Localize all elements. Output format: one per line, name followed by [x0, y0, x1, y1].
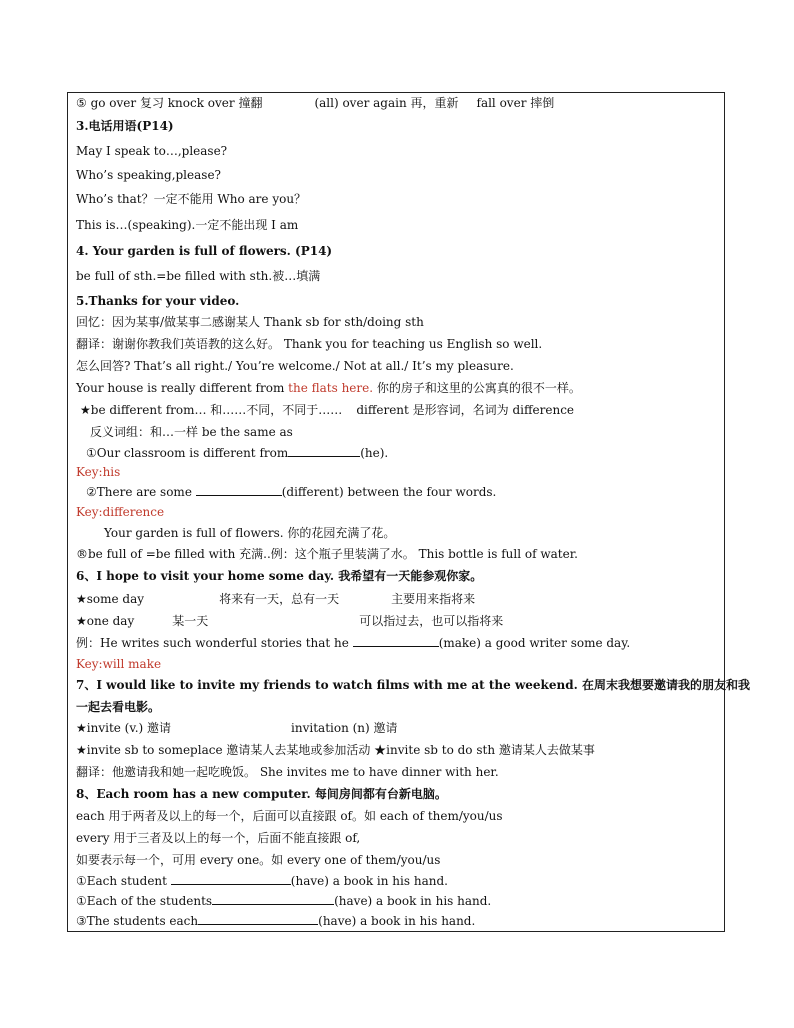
note-line: each 用于两者及以上的每一个，后面可以直接跟 of。如 each of them/you/us — [76, 809, 503, 823]
section-heading-8: 8、Each room has a new computer. 每间房间都有台新电脑。 — [76, 787, 447, 801]
content-box — [67, 92, 750, 932]
exercise-1: ①Each student (have) a book in his hand. — [76, 874, 448, 888]
section-heading-5: 5.Thanks for your video. — [76, 294, 240, 308]
section-heading-4: 4. Your garden is full of flowers. (P14) — [76, 244, 333, 258]
note-line: 反义词组：和…一样 be the same as — [90, 425, 293, 439]
answer-key: Key:will make — [76, 657, 162, 671]
note-line: ★invite (v.) 邀请 invitation (n) 邀请 — [76, 721, 398, 735]
exercise-line: 例：He writes such wonderful stories that he (make) a good writer some day. — [76, 636, 631, 650]
exercise-1: ①Our classroom is different from (he). — [86, 446, 389, 460]
note-line: 翻译：谢谢你教我们英语教的这么好。 Thank you for teaching us English so well. — [76, 337, 543, 351]
note-line: 如要表示每一个，可用 every one。如 every one of them/you/us — [76, 853, 441, 867]
note-line: 翻译：他邀请我和她一起吃晚饭。 She invites me to have dinner with her. — [76, 765, 499, 779]
phone-phrase: Who’s speaking,please? — [76, 168, 221, 182]
note-line: ®be full of =be filled with 充满..例：这个瓶子里装满了水。 This bottle is full of water. — [76, 547, 578, 561]
note-line: Your garden is full of flowers. 你的花园充满了花。 — [104, 526, 396, 540]
note-line: ★some day 将来有一天，总有一天 主要用来指将来 — [76, 592, 476, 606]
answer-blank[interactable] — [171, 873, 291, 885]
exercise-3: ③The students each (have) a book in his hand. — [76, 914, 476, 928]
note-line: ★invite sb to someplace 邀请某人去某地或参加活动 ★invite sb to do sth 邀请某人去做某事 — [76, 743, 595, 757]
answer-blank[interactable] — [353, 635, 439, 647]
phrase-line: ⑤ go over 复习 knock over 撞翻 (all) over again 再，重新 fall over 摔倒 — [76, 96, 555, 110]
section-heading-7: 7、I would like to invite my friends to watch films with me at the weekend. 在周末我想要邀请我的朋友和我 — [76, 678, 750, 692]
answer-blank[interactable] — [198, 913, 318, 925]
exercise-2: ②There are some (different) between the four words. — [86, 485, 497, 499]
answer-key: Key:difference — [76, 505, 165, 519]
answer-blank[interactable] — [288, 445, 360, 457]
phone-phrase: May I speak to…,please? — [76, 144, 228, 158]
note-line: ★one day 某一天 可以指过去，也可以指将来 — [76, 614, 504, 628]
answer-blank[interactable] — [212, 893, 334, 905]
exercise-2: ①Each of the students (have) a book in his hand. — [76, 894, 492, 908]
note-line: Your house is really different from the flats here. 你的房子和这里的公寓真的很不一样。 — [76, 381, 581, 395]
section-heading-7-cont: 一起去看电影。 — [76, 700, 161, 714]
section-heading-6: 6、I hope to visit your home some day. 我希望有一天能参观你家。 — [76, 569, 483, 583]
answer-blank[interactable] — [196, 484, 282, 496]
phone-phrase: This is…(speaking).一定不能出现 I am — [76, 218, 299, 232]
note-line: every 用于三者及以上的每一个，后面不能直接跟 of, — [76, 831, 361, 845]
note-line: be full of sth.=be filled with sth.被…填满 — [76, 269, 321, 283]
note-line: 回忆：因为某事/做某事二感谢某人 Thank sb for sth/doing sth — [76, 315, 424, 329]
answer-key: Key:his — [76, 465, 121, 479]
note-line: 怎么回答? That’s all right./ You’re welcome./ Not at all./ It’s my pleasure. — [76, 359, 514, 373]
phone-phrase: Who’s that？一定不能用 Who are you？ — [76, 192, 307, 206]
section-heading-3: 3.电话用语(P14) — [76, 119, 174, 133]
note-line: ★be different from… 和……不同，不同于…… different 是形容词，名词为 difference — [80, 403, 575, 417]
